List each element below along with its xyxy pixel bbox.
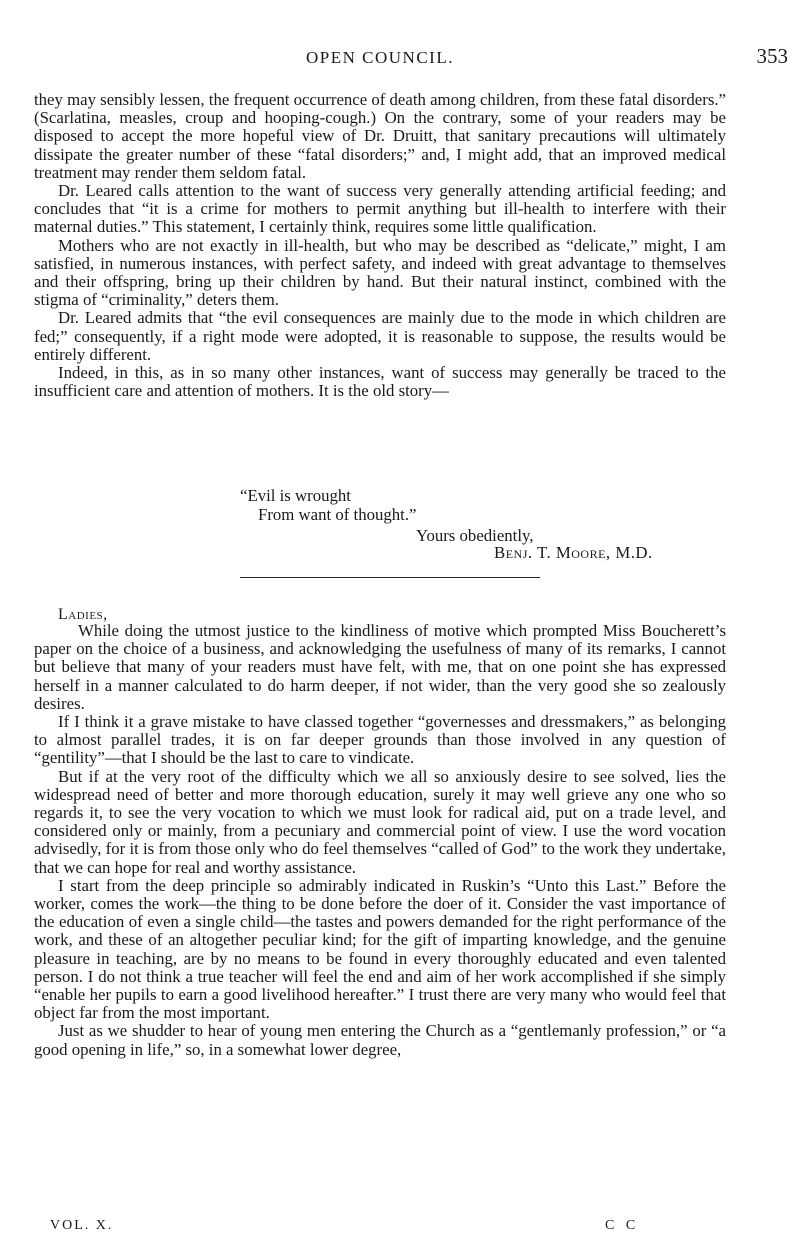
page-number: 353 — [756, 44, 788, 68]
running-head — [30, 44, 788, 70]
signature-mark: C C — [605, 1218, 640, 1233]
signature: Benj. T. Moore, M.D. — [494, 543, 653, 562]
section-divider — [240, 577, 540, 578]
paragraph: I start from the deep principle so admirably indicated in Ruskin’s “Unto this Last.” Before the worker, comes the work—the thing to be done before the doer of it. Consider the vast importance of the education of even a single child—the tastes and powers demanded for the right performance of the work, and these of an altogether peculiar kind; for the gift of imparting knowledge, and the genuine pleasure in teaching, are by no means to be found in every thoroughly educated and even talented person. I do not think a true teacher will feel the end and aim of her work accomplished if she simply “enable her pupils to earn a good livelihood hereafter.” I trust there are very many who would feel that object far from the most important. — [34, 875, 726, 1023]
paragraph: Indeed, in this, as in so many other instances, want of success may generally be traced to the insufficient care and attention of mothers. It is the old story— — [34, 363, 726, 401]
paragraph: But if at the very root of the difficulty which we all so anxiously desire to see solved, lies the widespread need of better and more thorough education, surely it may well grieve any one who so regards it, to see the very vocation to which we must look for radical aid, put on a trade level, and considered only or mainly, from a pecuniary and commercial point of view. I use the word vocation advisedly, for it is from those only who do feel themselves “called of God” to the work they undertake, that we can hope for real and worthy assistance. — [34, 766, 726, 877]
salutation: Ladies, — [58, 606, 108, 623]
letter-one-body — [34, 91, 726, 400]
paragraph: Just as we shudder to hear of young men entering the Church as a “gentlemanly profession,” or “a good opening in life,” so, in a somewhat lower degree, — [34, 1021, 726, 1059]
paragraph: Mothers who are not exactly in ill-health, but who may be described as “delicate,” might, I am satisfied, in numerous instances, with perfect safety, and indeed with great advantage to themselves and their offspring, bring up their children by hand. But their natural instinct, combined with the stigma of “criminality,” deters them. — [34, 235, 726, 310]
letter-two-body — [34, 622, 726, 1059]
closing: Yours obediently, — [416, 526, 534, 545]
quote-line: “Evil is wrought — [240, 486, 351, 505]
volume-mark: VOL. X. — [50, 1218, 114, 1233]
running-title: OPEN COUNCIL. — [306, 48, 454, 67]
paragraph: they may sensibly lessen, the frequent occurrence of death among children, from these fatal disorders.” (Scarlatina, measles, croup and hooping-cough.) On the contrary, some of your readers may be disposed to accept the more hopeful view of Dr. Druitt, that sanitary precautions will ultimately dissipate the greater number of these “fatal disorders;” and, I might add, that an improved medical treatment may render them seldom fatal. — [34, 90, 726, 182]
paragraph: Dr. Leared calls attention to the want of success very generally attending artificial feeding; and concludes that “it is a crime for mothers to permit anything but ill-health to interfere with their maternal duties.” This statement, I certainly think, requires some little qualification. — [34, 181, 726, 237]
paragraph: Dr. Leared admits that “the evil consequences are mainly due to the mode in which children are fed;” consequently, if a right mode were adopted, it is reasonable to suppose, the results would be entirely different. — [34, 308, 726, 364]
paragraph: While doing the utmost justice to the kindliness of motive which prompted Miss Boucherett’s paper on the choice of a business, and acknowledging the usefulness of many of its remarks, I cannot but believe that many of your readers must have felt, with me, that on one point she has expressed herself in a manner calculated to do harm deeper, if not wider, than the very good she so zealously desires. — [34, 621, 726, 713]
quote-line: From want of thought.” — [258, 505, 417, 524]
paragraph: If I think it a grave mistake to have classed together “governesses and dressmakers,” as belonging to almost parallel trades, it is on far deeper grounds than those involved in any question of “gentility”—that I should be the last to care to vindicate. — [34, 712, 726, 768]
verse-quote — [240, 486, 416, 524]
